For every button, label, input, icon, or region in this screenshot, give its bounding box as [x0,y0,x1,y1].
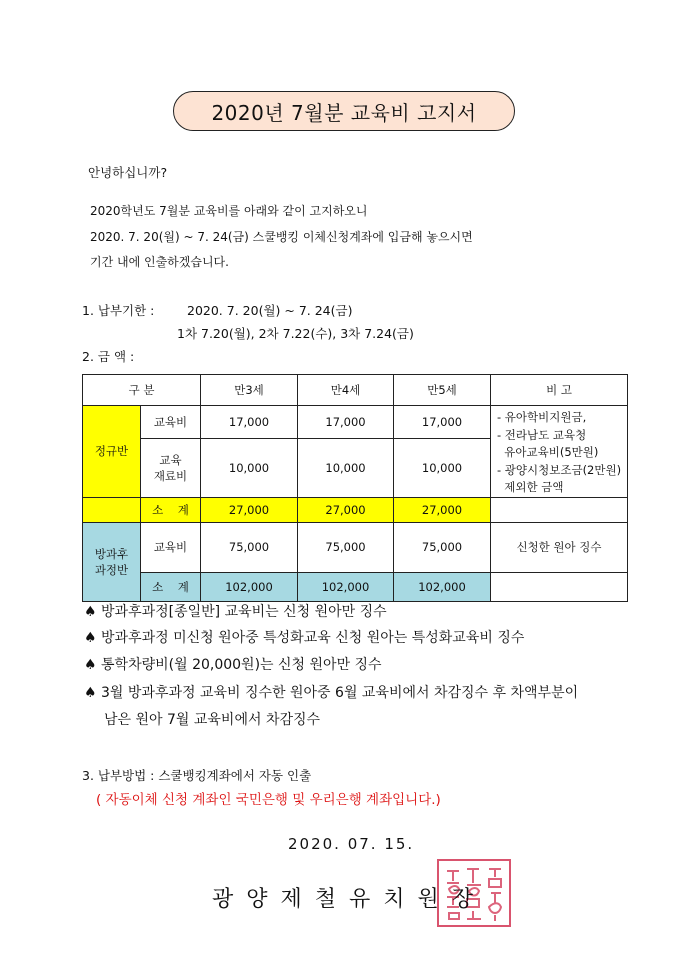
header-age3: 만3세 [201,375,298,406]
note-line: - 전라남도 교육청 [497,427,587,442]
row-label-line: 재료비 [153,468,188,483]
bullet-item [84,654,382,674]
header-age4: 만4세 [298,375,394,406]
payment-note: ( 자동이체 신청 계좌인 국민은행 및 우리은행 계좌입니다.) [96,792,441,808]
spade-icon: ♠ [84,685,97,701]
bullet-text: 3월 방과후과정 교육비 징수한 원아중 6월 교육비에서 차감징수 후 차액부분이 [101,685,579,701]
bullet-text: 통학차량비(월 20,000원)는 신청 원아만 징수 [101,657,382,673]
table-cell: 102,000 [394,572,491,601]
after-school-note: 신청한 원아 징수 [491,522,628,572]
note-line: - 유아학비지원금, [497,410,587,424]
table-cell: 102,000 [201,572,298,601]
note-line: 제외한 금액 [497,480,564,494]
note-line: 유아교육비(5만원) [497,445,599,459]
table-cell: 27,000 [201,497,298,522]
signature: 광양제철유치원장 [212,887,487,912]
row-label: 교육비 [141,406,201,439]
table-row-subtotal [83,497,628,522]
row-label: 소 계 [141,572,201,601]
bullet-item [84,682,578,702]
table-cell: 10,000 [201,438,298,497]
row-label [141,438,201,497]
document-title: 2020년 7월분 교육비 고지서 [173,91,515,131]
table-cell: 10,000 [298,438,394,497]
amount-label: 2. 금 액 : [82,349,135,364]
table-row-subtotal [83,572,628,601]
intro-line-1: 2020학년도 7월분 교육비를 아래와 같이 고지하오니 [90,204,368,218]
due-schedule: 1차 7.20(월), 2차 7.22(수), 3차 7.24(금) [177,326,414,341]
bullet-item [84,627,524,647]
row-label: 교육비 [141,522,201,572]
table-cell: 17,000 [201,406,298,439]
table-cell: 10,000 [394,438,491,497]
payment-method: 3. 납부방법 : 스쿨뱅킹계좌에서 자동 인출 [82,768,312,783]
header-age5: 만5세 [394,375,491,406]
issue-date: 2020. 07. 15. [288,835,415,853]
table-row [83,522,628,572]
intro-line-2: 2020. 7. 20(월) ~ 7. 24(금) 스쿨뱅킹 이체신청계좌에 입금해 놓으시면 [90,230,473,244]
table-cell [83,497,141,522]
spade-icon: ♠ [84,630,97,646]
table-cell [491,497,628,522]
bullet-text: 방과후과정 미신청 원아중 특성화교육 신청 원아는 특성화교육비 징수 [101,630,525,646]
table-header-row [83,375,628,406]
table-row [83,406,628,439]
group-label-line: 방과후 [94,546,129,561]
row-label: 소 계 [141,497,201,522]
table-cell: 75,000 [201,522,298,572]
header-notes: 비 고 [491,375,628,406]
bullet-text: 방과후과정[종일반] 교육비는 신청 원아만 징수 [101,604,387,620]
table-cell: 102,000 [298,572,394,601]
table-cell: 17,000 [394,406,491,439]
spade-icon: ♠ [84,657,97,673]
intro-line-3: 기간 내에 인출하겠습니다. [90,255,229,269]
row-label-line: 교육 [159,452,182,467]
table-cell: 75,000 [298,522,394,572]
fee-table [82,374,628,602]
after-school-group-label [83,522,141,601]
bullet-item [84,601,387,621]
table-cell: 27,000 [298,497,394,522]
due-period: 2020. 7. 20(월) ~ 7. 24(금) [187,303,353,318]
table-cell: 27,000 [394,497,491,522]
header-category: 구 분 [83,375,201,406]
regular-notes [491,406,628,498]
note-line: - 광양시청보조금(2만원) [497,462,622,477]
spade-icon: ♠ [84,604,97,620]
regular-group-label: 정규반 [83,406,141,498]
table-cell: 17,000 [298,406,394,439]
due-label: 1. 납부기한 : [82,303,155,318]
bullet-continuation: 남은 원아 7월 교육비에서 차감징수 [104,712,321,728]
table-cell [491,572,628,601]
group-label-line: 과정반 [94,562,129,577]
table-cell: 75,000 [394,522,491,572]
greeting: 안녕하십니까? [88,165,168,180]
